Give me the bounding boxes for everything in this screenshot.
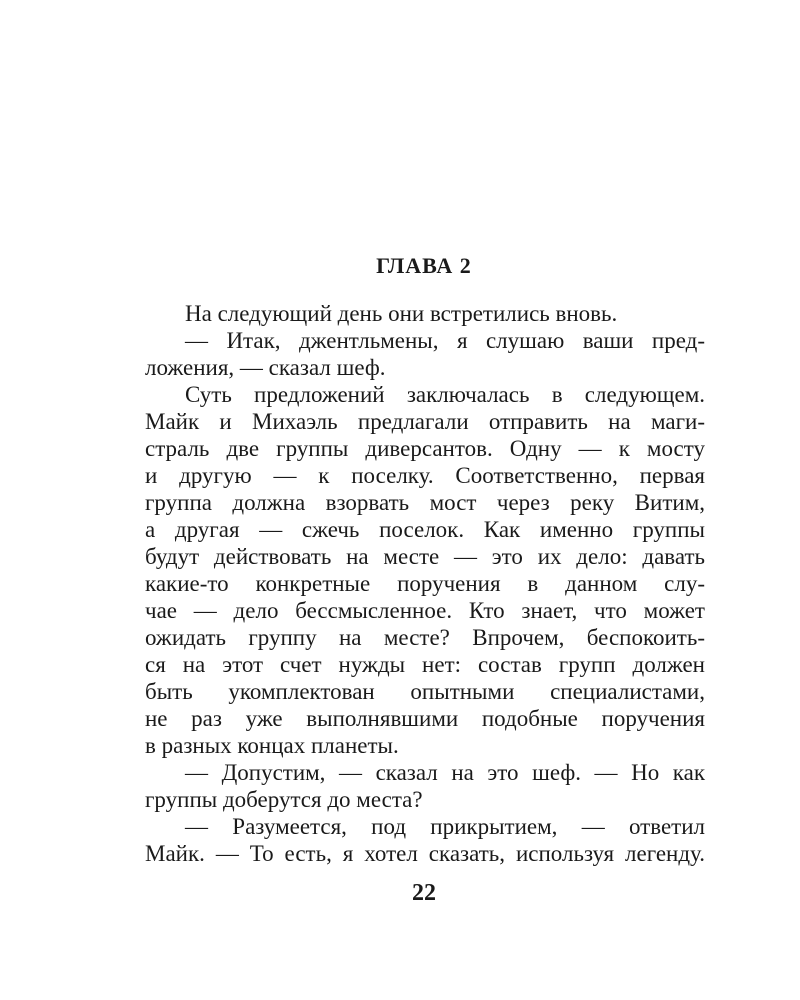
- text-line: быть укомплектован опытными специалистами,: [145, 679, 705, 704]
- text-line: Майк. — То есть, я хотел сказать, используя легенду.: [145, 841, 705, 866]
- chapter-body: [145, 300, 705, 867]
- text-line: На следующий день они встретились вновь.: [185, 301, 618, 326]
- text-line: группы доберутся до места?: [145, 787, 423, 812]
- paragraph: [145, 327, 705, 381]
- text-line: группа должна взорвать мост через реку Витим,: [145, 490, 705, 515]
- text-line: будут действовать на месте — это их дело: давать: [145, 544, 705, 569]
- text-line: — Допустим, — сказал на это шеф. — Но как: [185, 760, 705, 785]
- text-line: ложения, — сказал шеф.: [145, 355, 386, 380]
- text-line: а другая — сжечь поселок. Как именно группы: [145, 517, 705, 542]
- chapter-title: ГЛАВА 2: [376, 253, 472, 278]
- paragraph: [145, 813, 705, 867]
- text-line: чае — дело бессмысленное. Кто знает, что может: [145, 598, 705, 623]
- text-line: в разных концах планеты.: [145, 733, 399, 758]
- paragraph: [145, 300, 705, 327]
- text-line: Суть предложений заключалась в следующем.: [185, 382, 705, 407]
- text-line: Майк и Михаэль предлагали отправить на маги-: [145, 409, 705, 434]
- paragraph: [145, 381, 705, 759]
- text-line: и другую — к поселку. Соответственно, первая: [145, 463, 705, 488]
- text-line: ся на этот счет нужды нет: состав групп должен: [145, 652, 705, 677]
- text-line: ожидать группу на месте? Впрочем, беспокоить-: [145, 625, 705, 650]
- text-line: — Разумеется, под прикрытием, — ответил: [185, 814, 705, 839]
- paragraph: [145, 759, 705, 813]
- text-line: — Итак, джентльмены, я слушаю ваши пред-: [185, 328, 705, 353]
- page-number: 22: [412, 880, 436, 906]
- text-line: какие-то конкретные поручения в данном слу-: [145, 571, 705, 596]
- text-line: не раз уже выполнявшими подобные поручения: [145, 706, 705, 731]
- text-line: страль две группы диверсантов. Одну — к мосту: [145, 436, 705, 461]
